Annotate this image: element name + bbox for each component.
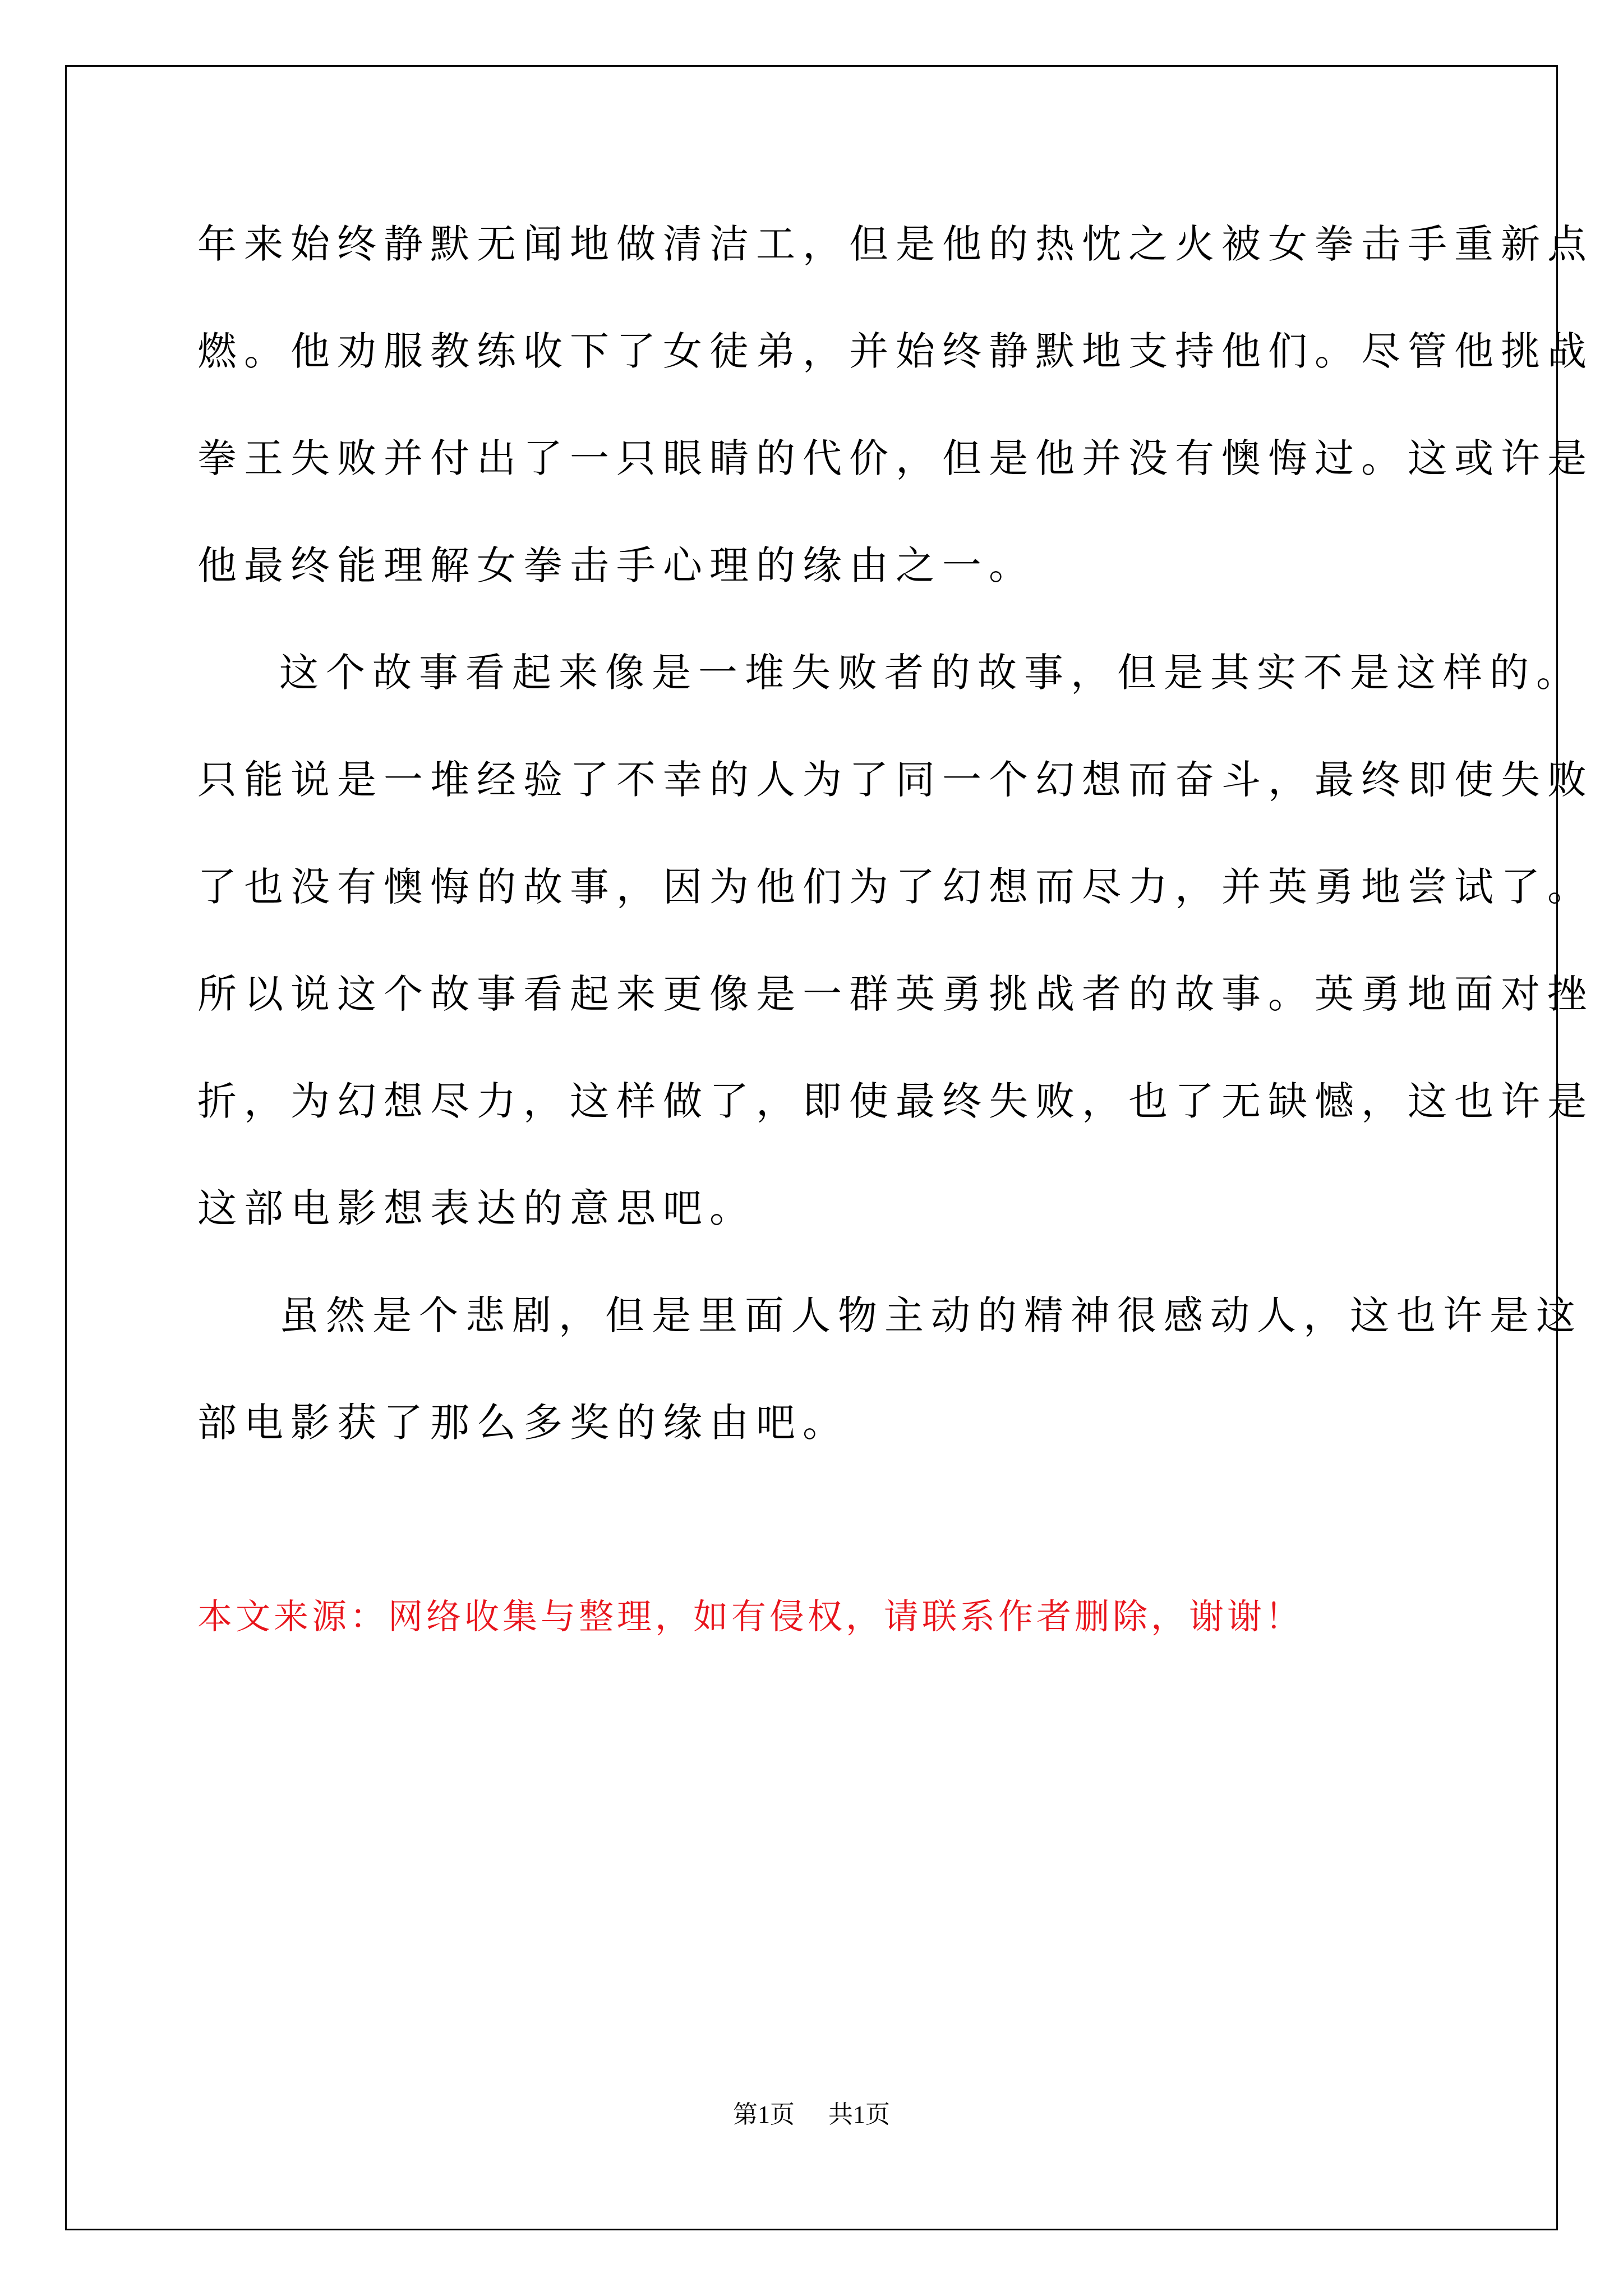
text-line: 燃。他劝服教练收下了女徒弟，并始终静默地支持他们。尽管他挑战 [197, 328, 1594, 374]
paragraph [197, 619, 1594, 1262]
text-line: 所以说这个故事看起来更像是一群英勇挑战者的故事。英勇地面对挫 [197, 971, 1594, 1017]
text-line: 他最终能理解女拳击手心理的缘由之一。 [197, 542, 1035, 588]
text-line: 部电影获了那么多奖的缘由吧。 [197, 1400, 849, 1446]
page-footer [0, 2098, 1623, 2132]
text-line: 拳王失败并付出了一只眼睛的代价，但是他并没有懊悔过。这或许是 [197, 435, 1594, 481]
paragraph [197, 1262, 1583, 1476]
text-line: 这部电影想表达的意思吧。 [197, 1185, 756, 1231]
paragraph [197, 191, 1594, 619]
source-note: 本文来源：网络收集与整理，如有侵权，请联系作者删除，谢谢！ [197, 1596, 1304, 1637]
page-total: 共1页 [828, 2101, 890, 2128]
text-line: 这个故事看起来像是一堆失败者的故事，但是其实不是这样的。 [279, 650, 1583, 696]
text-line: 年来始终静默无闻地做清洁工，但是他的热忱之火被女拳击手重新点 [197, 221, 1594, 267]
text-line: 折，为幻想尽力，这样做了，即使最终失败，也了无缺憾，这也许是 [197, 1078, 1594, 1124]
document-body [197, 191, 1594, 1476]
text-line: 虽然是个悲剧，但是里面人物主动的精神很感动人，这也许是这 [279, 1292, 1583, 1338]
text-line: 只能说是一堆经验了不幸的人为了同一个幻想而奋斗，最终即使失败 [197, 757, 1594, 803]
text-line: 了也没有懊悔的故事，因为他们为了幻想而尽力，并英勇地尝试了。 [197, 864, 1594, 910]
page-number: 第1页 [733, 2101, 795, 2128]
